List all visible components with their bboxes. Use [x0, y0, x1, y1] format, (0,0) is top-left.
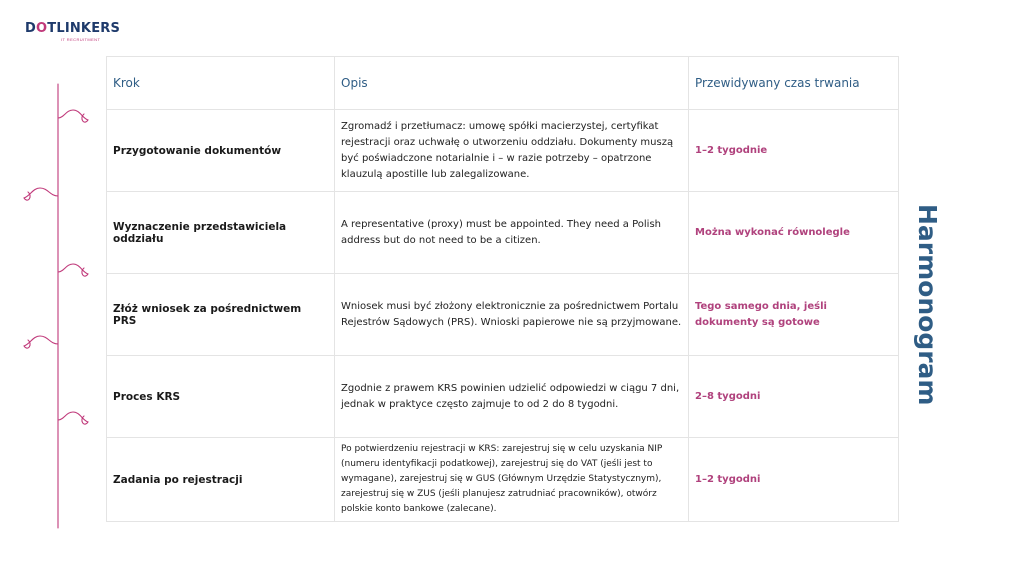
step-cell: Złóż wniosek za pośrednictwem PRS	[107, 274, 335, 356]
logo-tagline: IT RECRUITMENT	[61, 37, 101, 42]
table-row	[107, 110, 899, 192]
step-cell: Przygotowanie dokumentów	[107, 110, 335, 192]
duration-cell: 1–2 tygodnie	[689, 110, 899, 192]
description-cell: Zgodnie z prawem KRS powinien udzielić odpowiedzi w ciągu 7 dni, jednak w praktyce często zajmuje to od 2 do 8 tygodni.	[335, 356, 689, 438]
duration-cell: 1–2 tygodni	[689, 438, 899, 522]
page-title: Harmonogram	[913, 204, 942, 406]
description-cell: A representative (proxy) must be appointed. They need a Polish address but do not need to be a citizen.	[335, 192, 689, 274]
decorative-vine	[0, 0, 110, 576]
duration-cell: Tego samego dnia, jeśli dokumenty są gotowe	[689, 274, 899, 356]
table-row	[107, 192, 899, 274]
table-row	[107, 356, 899, 438]
description-cell: Zgromadź i przetłumacz: umowę spółki macierzystej, certyfikat rejestracji oraz uchwałę o utworzeniu oddziału. Dokumenty muszą być poświadczone notarialnie i – w razie potrzeby – opatrzone klauzulą apostille lub zalegalizowane.	[335, 110, 689, 192]
header-duration: Przewidywany czas trwania	[689, 57, 899, 110]
table-row	[107, 438, 899, 522]
table-header-row	[107, 57, 899, 110]
schedule-table	[106, 56, 899, 522]
description-cell: Wniosek musi być złożony elektronicznie za pośrednictwem Portalu Rejestrów Sądowych (PRS). Wnioski papierowe nie są przyjmowane.	[335, 274, 689, 356]
logo-wordmark: DOTLINKERS	[25, 21, 121, 36]
duration-cell: 2–8 tygodni	[689, 356, 899, 438]
step-cell: Wyznaczenie przedstawiciela oddziału	[107, 192, 335, 274]
description-cell: Po potwierdzeniu rejestracji w KRS: zarejestruj się w celu uzyskania NIP (numeru identyfikacji podatkowej), zarejestruj się do VAT (jeśli jest to wymagane), zarejestruj się w GUS (Głównym Urzędzie Statystycznym), zarejestruj się w ZUS (jeśli planujesz zatrudniać pracowników), otwórz polskie konto bankowe (zalecane).	[335, 438, 689, 522]
header-description: Opis	[335, 57, 689, 110]
header-step: Krok	[107, 57, 335, 110]
step-cell: Zadania po rejestracji	[107, 438, 335, 522]
step-cell: Proces KRS	[107, 356, 335, 438]
duration-cell: Można wykonać równolegle	[689, 192, 899, 274]
table-row	[107, 274, 899, 356]
